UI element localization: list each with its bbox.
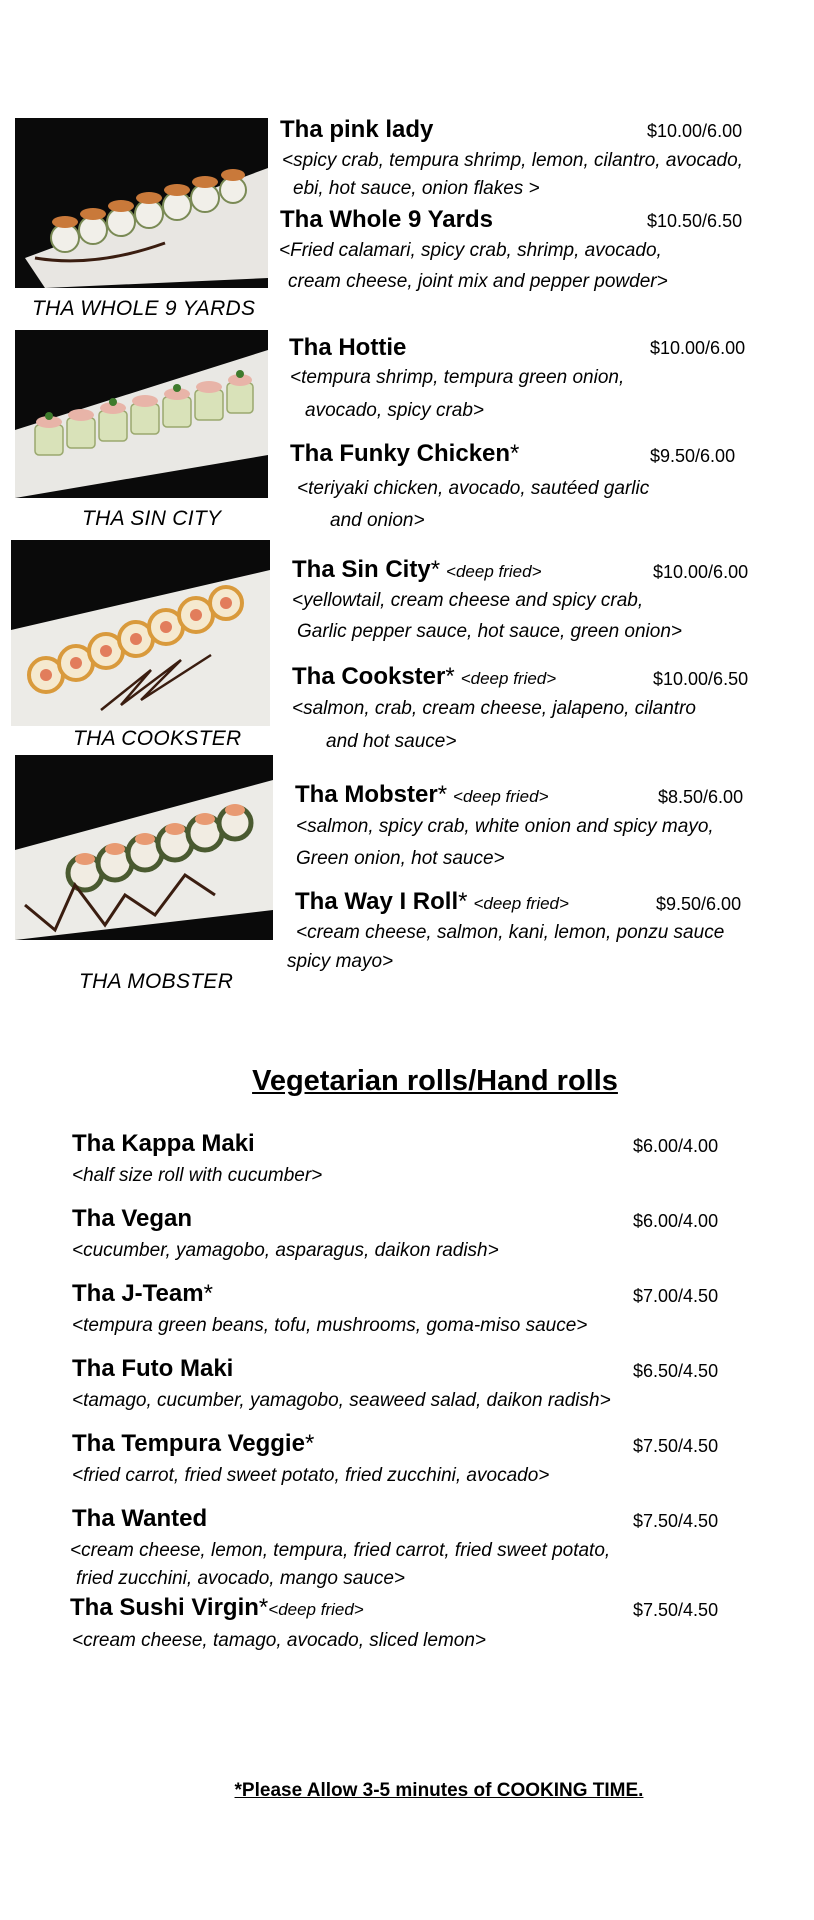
roll-description: Garlic pepper sauce, hot sauce, green onion>: [297, 621, 683, 642]
roll-description: ebi, hot sauce, onion flakes >: [293, 178, 540, 199]
roll-price: $9.50/6.00: [650, 446, 736, 466]
roll-name: Tha Hottie: [289, 334, 407, 361]
veg-roll-description: <fried carrot, fried sweet potato, fried zucchini, avocado>: [72, 1465, 550, 1486]
veg-roll-name: Tha Tempura Veggie*: [72, 1430, 315, 1457]
roll-name: Tha Mobster* <deep fried>: [295, 781, 549, 808]
roll-price: $10.00/6.00: [650, 338, 746, 358]
deep-fried-note: <deep fried>: [473, 894, 569, 913]
veg-roll-name: Tha Wanted: [72, 1505, 208, 1532]
sushi-roll-photo-icon: [15, 755, 273, 940]
roll-price: $10.00/6.50: [653, 669, 749, 689]
roll-price: $8.50/6.00: [658, 787, 744, 807]
deep-fried-note: <deep fried>: [268, 1600, 364, 1619]
roll-description: and hot sauce>: [326, 731, 457, 752]
veg-roll-price: $7.50/4.50: [633, 1600, 719, 1620]
roll-name: Tha Whole 9 Yards: [280, 206, 493, 233]
sushi-roll-photo-icon: [15, 118, 268, 288]
veg-roll-price: $6.50/4.50: [633, 1361, 719, 1381]
roll-name: Tha Sin City* <deep fried>: [292, 556, 542, 583]
veg-roll-description: <tamago, cucumber, yamagobo, seaweed salad, daikon radish>: [72, 1390, 611, 1411]
roll-description: <Fried calamari, spicy crab, shrimp, avocado,: [279, 240, 662, 261]
photo-caption: THA WHOLE 9 YARDS: [32, 297, 256, 320]
roll-description: and onion>: [330, 510, 425, 531]
section-title: Vegetarian rolls/Hand rolls: [252, 1065, 618, 1097]
veg-roll-name: Tha J-Team*: [72, 1280, 213, 1307]
veg-roll-price: $6.00/4.00: [633, 1211, 719, 1231]
veg-roll-description: <half size roll with cucumber>: [72, 1165, 323, 1186]
roll-name: Tha pink lady: [280, 116, 434, 143]
roll-price: $10.00/6.00: [653, 562, 749, 582]
roll-description: <tempura shrimp, tempura green onion,: [290, 367, 625, 388]
roll-description: avocado, spicy crab>: [305, 400, 485, 421]
roll-description: cream cheese, joint mix and pepper powder>: [288, 271, 668, 292]
deep-fried-note: <deep fried>: [446, 562, 542, 581]
veg-roll-description: <cucumber, yamagobo, asparagus, daikon radish>: [72, 1240, 499, 1261]
roll-description: <teriyaki chicken, avocado, sautéed garlic: [297, 478, 650, 499]
deep-fried-note: <deep fried>: [460, 669, 557, 688]
veg-roll-name: Tha Kappa Maki: [72, 1130, 255, 1157]
sushi-roll-photo-icon: [11, 540, 270, 726]
cooking-time-note: *Please Allow 3-5 minutes of COOKING TIME.: [234, 1780, 644, 1801]
roll-description: <spicy crab, tempura shrimp, lemon, cilantro, avocado,: [282, 150, 743, 171]
photo-caption: THA COOKSTER: [73, 727, 242, 750]
veg-roll-description: <cream cheese, tamago, avocado, sliced lemon>: [72, 1630, 487, 1651]
veg-roll-description: <tempura green beans, tofu, mushrooms, goma-miso sauce>: [72, 1315, 588, 1336]
roll-description: spicy mayo>: [287, 951, 394, 972]
veg-roll-name: Tha Futo Maki: [72, 1355, 234, 1382]
photo-cookster: [11, 540, 270, 726]
veg-roll-price: $6.00/4.00: [633, 1136, 719, 1156]
sushi-roll-photo-icon: [15, 330, 268, 498]
photo-caption: THA SIN CITY: [82, 507, 222, 530]
roll-name: Tha Way I Roll* <deep fried>: [295, 888, 569, 915]
roll-description: Green onion, hot sauce>: [296, 848, 505, 869]
roll-name: Tha Cookster* <deep fried>: [292, 663, 557, 690]
deep-fried-note: <deep fried>: [453, 787, 549, 806]
roll-description: <salmon, spicy crab, white onion and spicy mayo,: [296, 816, 714, 837]
roll-price: $10.00/6.00: [647, 121, 743, 141]
roll-price: $10.50/6.50: [647, 211, 743, 231]
photo-sin-city: [15, 330, 268, 498]
veg-roll-description: fried zucchini, avocado, mango sauce>: [76, 1568, 406, 1589]
veg-roll-name: Tha Sushi Virgin*<deep fried>: [70, 1594, 364, 1621]
photo-whole-9-yards: [15, 118, 268, 288]
veg-roll-price: $7.00/4.50: [633, 1286, 719, 1306]
photo-mobster: [15, 755, 273, 940]
roll-name: Tha Funky Chicken*: [290, 440, 520, 467]
roll-price: $9.50/6.00: [656, 894, 742, 914]
roll-description: <salmon, crab, cream cheese, jalapeno, cilantro: [292, 698, 696, 719]
veg-roll-price: $7.50/4.50: [633, 1436, 719, 1456]
photo-caption: THA MOBSTER: [79, 970, 234, 993]
roll-description: <cream cheese, salmon, kani, lemon, ponzu sauce: [296, 922, 725, 943]
veg-roll-name: Tha Vegan: [72, 1205, 193, 1232]
veg-roll-price: $7.50/4.50: [633, 1511, 719, 1531]
veg-roll-description: <cream cheese, lemon, tempura, fried carrot, fried sweet potato,: [70, 1540, 611, 1561]
roll-description: <yellowtail, cream cheese and spicy crab,: [292, 590, 644, 611]
